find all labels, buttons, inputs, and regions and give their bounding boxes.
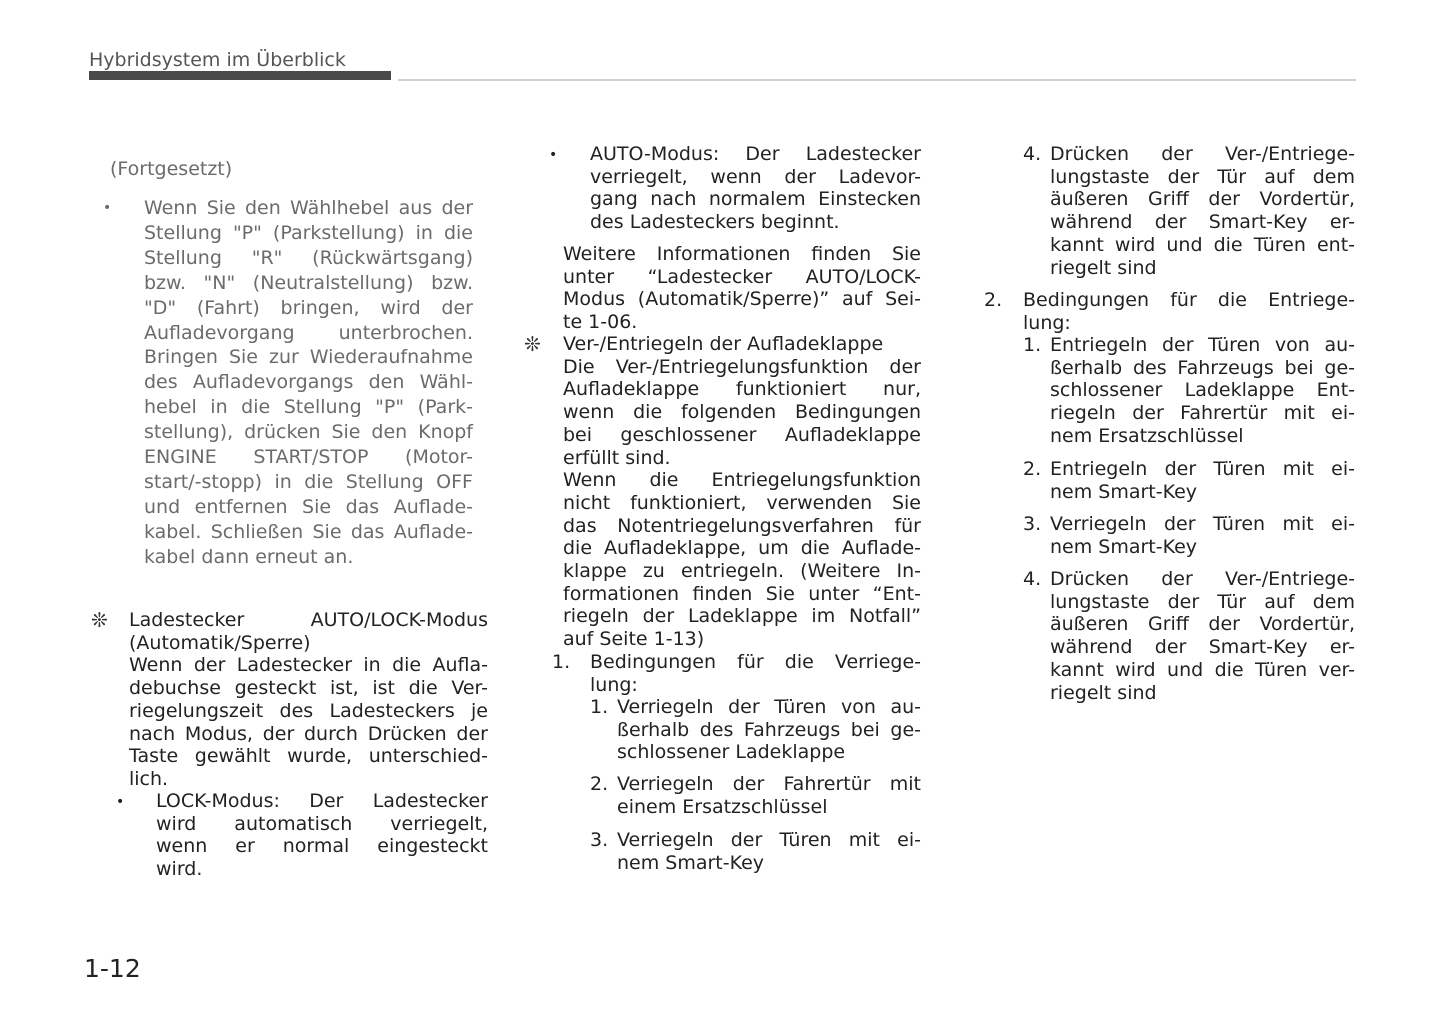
list-number: 2. (590, 773, 609, 795)
list-item: Verriegeln der Türen von au- ßerhalb des Fahrzeugs bei ge- schlossener Ladeklappe (617, 696, 921, 764)
continued-label: (Fortgesetzt) (110, 158, 233, 180)
list-item: Verriegeln der Fahrertür mit einem Ersatzschlüssel (617, 773, 921, 818)
header-rule (398, 79, 1356, 81)
list-item: Drücken der Ver-/Entriege- lungstaste der Tür auf dem äußeren Griff der Vordertür, während der Smart-Key er- kannt wird und die Türen ent- riegelt sind (1050, 143, 1355, 279)
list-item: Entriegeln der Türen mit ei- nem Smart-Key (1050, 458, 1355, 503)
list-item: Verriegeln der Türen mit ei- nem Smart-Key (617, 829, 921, 874)
list-number: 2. (984, 289, 1003, 311)
list-number: 3. (1023, 513, 1042, 535)
list-number: 4. (1023, 568, 1042, 590)
charging-note: Wenn Sie den Wählhebel aus der Stellung "P" (Parkstellung) in die Stellung "R" (Rückwärtsgang) bzw. "N" (Neutralstellung) bzw. "D" (Fahrt) bringen, wird der Aufladevorgang unterbrochen. Bringen Sie zur Wiederaufnahme des Aufladevorgangs den Wähl- hebel in die Stellung "P" (Park- stellung), drücken Sie den Knopf ENGINE START/STOP (Motor- start/-stopp) in die Stellung OFF und entfernen Sie das Auflade- kabel. Schließen Sie das Auflade- kabel dann erneut an. (144, 197, 473, 568)
lock-bullet: • (116, 794, 125, 810)
list-number: 1. (590, 696, 609, 718)
list-number: 1. (552, 651, 571, 673)
list-number: 1. (1023, 334, 1042, 356)
lock-conditions-heading: Bedingungen für die Verriege- lung: (590, 651, 921, 696)
list-number: 2. (1023, 458, 1042, 480)
list-number: 4. (1023, 143, 1042, 165)
lock-mode-text: LOCK-Modus: Der Ladestecker wird automatisch verriegelt, wenn er normal eingesteckt wird. (156, 790, 488, 881)
note-bullet: • (103, 200, 112, 216)
list-item: Drücken der Ver-/Entriege- lungstaste der Tür auf dem äußeren Griff der Vordertür, während der Smart-Key er- kannt wird und die Türen ver- riegelt sind (1050, 568, 1355, 704)
info-text: Weitere Informationen finden Sie unter “Ladestecker AUTO/LOCK- Modus (Automatik/Sperre)” auf Sei- te 1-06. (563, 243, 921, 334)
list-item: Entriegeln der Türen von au- ßerhalb des Fahrzeugs bei ge- schlossener Ladeklappe Ent- riegeln der Fahrertür mit ei- nem Ersatzschlüssel (1050, 334, 1355, 447)
ladestecker-section: Ladestecker AUTO/LOCK-Modus (Automatik/Sperre) Wenn der Ladestecker in die Aufla- debuchse gesteckt ist, ist die Ver- riegelungszeit des Ladesteckers je nach Modus, der durch Drücken der Taste gewählt wurde, unterschied- lich. (129, 609, 488, 790)
auto-bullet: • (549, 147, 558, 163)
unlock-conditions-heading: Bedingungen für die Entriege- lung: (1023, 289, 1355, 334)
section-mark-icon: ❊ (91, 608, 108, 632)
section-title: Hybridsystem im Überblick (89, 49, 346, 71)
section-mark-icon: ❊ (524, 332, 541, 356)
page-number: 1-12 (84, 954, 141, 983)
auto-mode-text: AUTO-Modus: Der Ladestecker verriegelt, wenn der Ladevor- gang nach normalem Einstecken des Ladesteckers beginnt. (590, 143, 921, 234)
header-bar (89, 71, 391, 80)
list-number: 3. (590, 829, 609, 851)
aufladeklappe-section: Ver-/Entriegeln der Aufladeklappe Die Ver-/Entriegelungsfunktion der Aufladeklappe funktioniert nur, wenn die folgenden Bedingungen bei geschlossener Aufladeklappe erfüllt sind. Wenn die Entriegelungsfunktion nicht funktioniert, verwenden Sie das Notentriegelungsverfahren für die Aufladeklappe, um die Auflade- klappe zu entriegeln. (Weitere In- formationen finden Sie unter “Ent- riegeln der Ladeklappe im Notfall” auf Seite 1-13) (563, 333, 921, 651)
list-item: Verriegeln der Türen mit ei- nem Smart-Key (1050, 513, 1355, 558)
